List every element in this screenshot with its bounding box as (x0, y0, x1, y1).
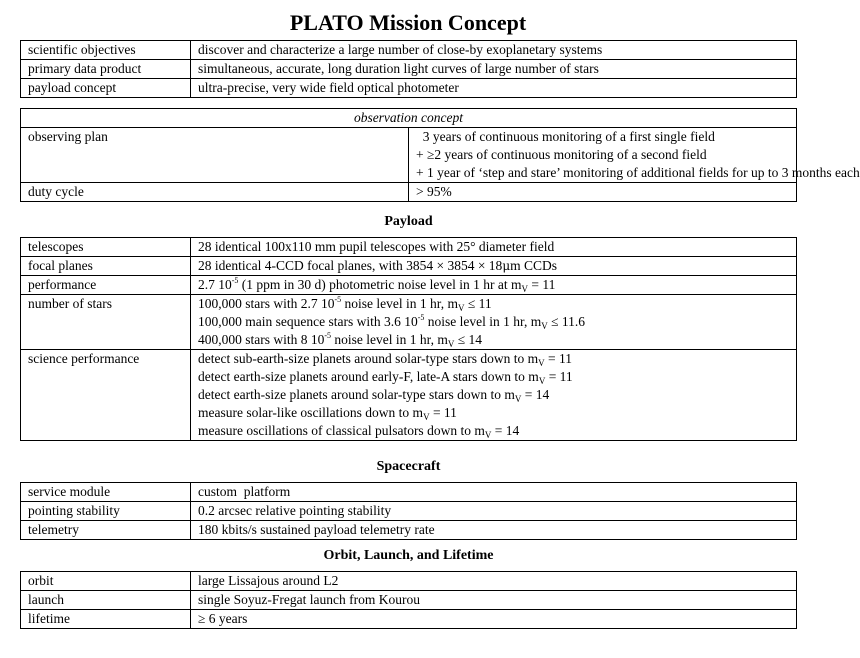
value-line (198, 295, 789, 313)
observation-heading: observation concept (21, 109, 797, 128)
exponent: -5 (231, 276, 239, 285)
value-text: 2.7 10 (198, 277, 232, 292)
value-text: detect earth-size planets around solar-type stars down to m (198, 387, 515, 402)
subscript: V (484, 430, 492, 440)
exponent: -5 (334, 295, 342, 304)
table-row (21, 521, 797, 540)
table-row (21, 79, 797, 98)
value-line (198, 350, 789, 368)
row-value: ultra-precise, very wide field optical photometer (191, 79, 797, 98)
row-label: telemetry (21, 521, 191, 540)
spacecraft-table (20, 482, 797, 540)
row-label: duty cycle (21, 183, 409, 202)
row-label: payload concept (21, 79, 191, 98)
subscript: V (514, 394, 522, 404)
value-text: detect earth-size planets around early-F, late-A stars down to m (198, 369, 539, 384)
document-title: PLATO Mission Concept (289, 10, 527, 35)
row-value (191, 257, 797, 276)
table-row (21, 610, 797, 629)
exponent: -5 (324, 331, 332, 340)
value-text: ≤ 11.6 (547, 314, 586, 329)
plan-line: + 1 year of ‘step and stare’ monitoring of additional fields for up to 3 months each (416, 165, 860, 180)
table-row (21, 183, 797, 202)
row-label: lifetime (21, 610, 191, 629)
value-text: ≤ 11 (464, 296, 492, 311)
value-text: = 11 (429, 405, 457, 420)
row-value: single Soyuz-Fregat launch from Kourou (191, 591, 797, 610)
row-value: discover and characterize a large number of close-by exoplanetary systems (191, 41, 797, 60)
value-text: detect sub-earth-size planets around solar-type stars down to m (198, 351, 539, 366)
value-text: = 11 (544, 351, 572, 366)
row-value: large Lissajous around L2 (191, 572, 797, 591)
row-label: orbit (21, 572, 191, 591)
value-text: = 11 (528, 277, 556, 292)
section-title-orbit: Orbit, Launch, and Lifetime (323, 548, 494, 563)
table-row (21, 276, 797, 295)
row-value: 0.2 arcsec relative pointing stability (191, 502, 797, 521)
table-row (21, 41, 797, 60)
value-text: (1 ppm in 30 d) photometric noise level in 1 hr at m (238, 277, 522, 292)
value-line (198, 331, 789, 349)
row-value: simultaneous, accurate, long duration light curves of large number of stars (191, 60, 797, 79)
value-line (198, 422, 789, 440)
table-row (21, 350, 797, 441)
table-row (21, 238, 797, 257)
row-label: science performance (21, 350, 191, 441)
subscript: V (538, 376, 546, 386)
table-row (21, 109, 797, 128)
overview-table (20, 40, 797, 98)
row-value: 28 identical 100x110 mm pupil telescopes with 25° diameter field (191, 238, 797, 257)
value-text: 100,000 stars with 2.7 10 (198, 296, 335, 311)
row-label: number of stars (21, 295, 191, 350)
value-text: noise level in 1 hr, m (424, 314, 542, 329)
value-text: noise level in 1 hr, m (331, 332, 448, 347)
table-row (21, 257, 797, 276)
value-text: μ (502, 259, 511, 273)
value-line (198, 404, 789, 422)
row-value: custom platform (191, 483, 797, 502)
section-title-spacecraft: Spacecraft (376, 459, 441, 474)
exponent: -5 (417, 313, 425, 322)
row-label: primary data product (21, 60, 191, 79)
payload-table (20, 237, 797, 441)
row-value (191, 276, 797, 295)
value-text: ≤ 14 (454, 332, 483, 347)
row-label: performance (21, 276, 191, 295)
subscript: V (538, 358, 545, 368)
value-text: m CCDs (510, 258, 558, 273)
value-text: 400,000 stars with 8 10 (198, 332, 325, 347)
row-label: observing plan (21, 128, 409, 183)
row-value (191, 350, 797, 441)
observation-table (20, 108, 860, 202)
table-row (21, 483, 797, 502)
table-row (21, 591, 797, 610)
value-line (198, 313, 789, 331)
value-text: measure solar-like oscillations down to m (198, 405, 424, 420)
row-value: ≥ 6 years (191, 610, 797, 629)
value-text: 100,000 main sequence stars with 3.6 10 (198, 314, 418, 329)
row-value (409, 128, 860, 183)
row-label: service module (21, 483, 191, 502)
row-value: 180 kbits/s sustained payload telemetry rate (191, 521, 797, 540)
value-text: = 14 (521, 387, 550, 402)
value-line (198, 386, 789, 404)
value-text: 28 identical 4-CCD focal planes, with 3854 × 3854 × 18 (198, 258, 503, 273)
row-value: > 95% (409, 183, 797, 202)
value-text: noise level in 1 hr, m (341, 296, 458, 311)
orbit-table (20, 571, 797, 629)
plan-line: + ≥2 years of continuous monitoring of a second field (416, 147, 707, 162)
value-text: measure oscillations of classical pulsators down to m (198, 423, 485, 438)
subscript: V (521, 284, 528, 294)
plan-line: 3 years of continuous monitoring of a first single field (416, 129, 715, 144)
table-row (21, 128, 797, 183)
row-label: scientific objectives (21, 41, 191, 60)
row-label: launch (21, 591, 191, 610)
subscript: V (541, 321, 548, 331)
section-title-payload: Payload (384, 214, 433, 229)
table-row (21, 502, 797, 521)
subscript: V (458, 303, 465, 313)
table-row (21, 572, 797, 591)
value-text: = 11 (545, 369, 573, 384)
row-value (191, 295, 797, 350)
value-line (198, 368, 789, 386)
subscript: V (423, 412, 430, 422)
row-label: focal planes (21, 257, 191, 276)
value-text: = 14 (491, 423, 520, 438)
table-row (21, 60, 797, 79)
subscript: V (447, 339, 455, 349)
row-label: pointing stability (21, 502, 191, 521)
row-label: telescopes (21, 238, 191, 257)
table-row (21, 295, 797, 350)
